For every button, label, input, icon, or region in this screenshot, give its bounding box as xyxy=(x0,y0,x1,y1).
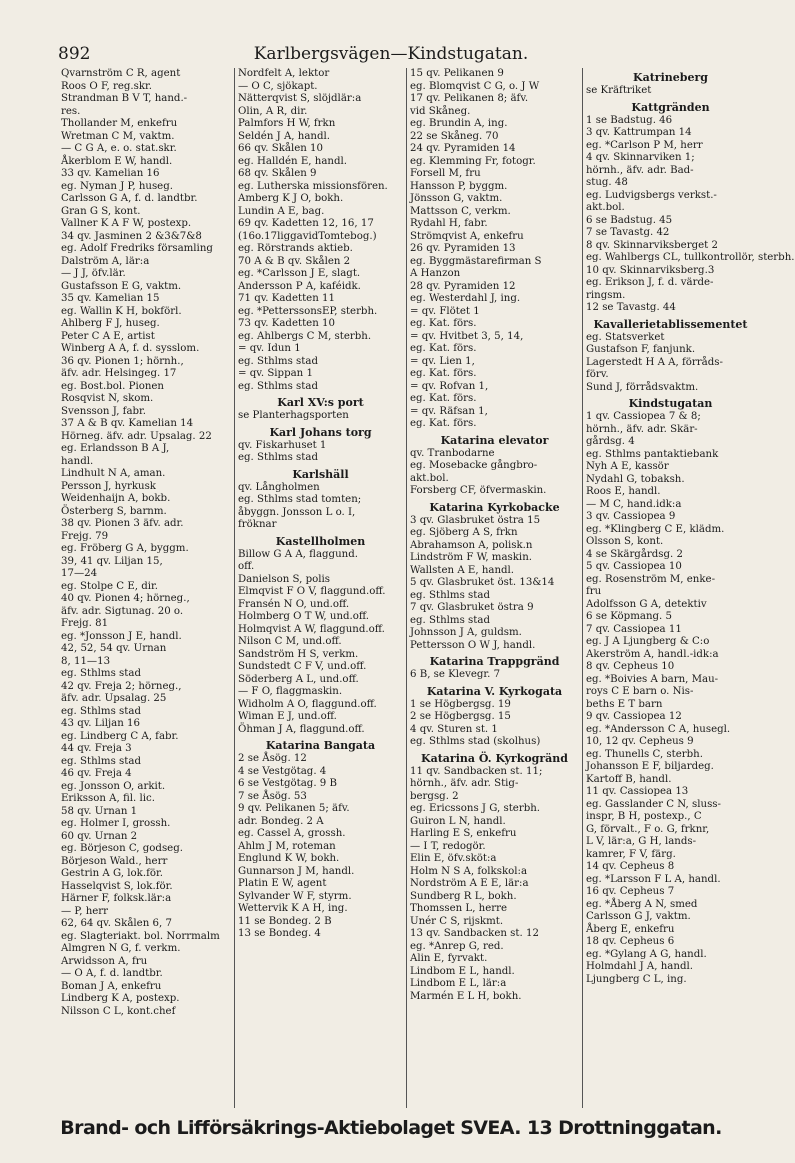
directory-entry: 4 qv. Sturen st. 1 xyxy=(410,723,498,735)
directory-entry: eg. Westerdahl J, ing. xyxy=(410,293,521,304)
directory-entry: kamrer, F V, färg. xyxy=(586,848,676,860)
directory-entry: Carlsson G A, f. d. landtbr. xyxy=(61,193,198,204)
directory-entry: Härner F, folksk.lär:a xyxy=(61,893,172,904)
directory-entry: Nätterqvist S, slöjdlär:a xyxy=(238,93,362,104)
directory-entry: Åberg E, enkefru xyxy=(586,923,675,935)
directory-entry: Harling E S, enkefru xyxy=(410,828,517,839)
directory-entry: eg. Sthlms stad xyxy=(61,705,141,717)
directory-entry: Qvarnström C R, agent xyxy=(61,68,181,79)
directory-entry: Platin E W, agent xyxy=(238,878,327,889)
directory-entry: 42 qv. Freja 2; hörneg., xyxy=(61,680,182,692)
directory-entry: — J J, öfv.lär. xyxy=(61,268,126,279)
directory-entry: Amberg K J O, bokh. xyxy=(238,193,344,204)
directory-entry: eg. Thunells C, sterbh. xyxy=(586,748,703,760)
directory-entry: Söderberg A L, und.off. xyxy=(238,673,359,685)
directory-entry: — O C, sjökapt. xyxy=(238,80,318,92)
directory-entry: Nordfelt A, lektor xyxy=(238,68,330,79)
directory-entry: Öhman J A, flaggund.off. xyxy=(238,723,365,735)
directory-entry: eg. Mosebacke gångbro- xyxy=(410,460,538,471)
directory-entry: eg. Wahlbergs CL, tullkontrollör, sterbh. xyxy=(586,252,795,263)
directory-entry: Åkerblom E W, handl. xyxy=(61,155,173,167)
directory-entry: eg. Kat. förs. xyxy=(410,393,477,404)
directory-entry: Lindberg K A, postexp. xyxy=(61,993,180,1004)
directory-entry: Lindström F W, maskin. xyxy=(410,552,532,563)
directory-entry: qv. Tranbodarne xyxy=(410,447,495,459)
directory-entry: eg. Sthlms stad (skolhus) xyxy=(410,736,541,747)
directory-entry: 18 qv. Cepheus 6 xyxy=(586,936,675,947)
directory-entry: Gustafson F, fanjunk. xyxy=(586,344,696,355)
directory-entry: Abrahamson A, polisk.n xyxy=(410,539,533,551)
directory-entry: 7 se Tavastg. 42 xyxy=(586,227,670,238)
directory-entry: Holmdahl J A, handl. xyxy=(586,961,693,972)
directory-entry: 6 se Köpmang. 5 xyxy=(586,611,672,622)
directory-entry: 16 qv. Cepheus 7 xyxy=(586,886,675,897)
directory-entry: eg. *Boivies A barn, Mau- xyxy=(586,673,719,685)
directory-entry: Frejg. 81 xyxy=(61,618,109,629)
section-heading: Katarina elevator xyxy=(440,433,549,447)
directory-entry: 17—24 xyxy=(61,568,98,579)
directory-entry: Carlsson G J, vaktm. xyxy=(586,911,691,922)
section-heading: Katarina Ö. Kyrkogränd xyxy=(421,751,568,765)
directory-entry: Hörneg. äfv. adr. Upsalag. 22 xyxy=(61,430,212,442)
directory-entry: Arwidsson A, fru xyxy=(61,955,148,967)
directory-entry: 1 se Badstug. 46 xyxy=(586,114,673,126)
directory-entry: 14 qv. Cepheus 8 xyxy=(586,861,675,872)
directory-entry: Dalström A, lär:a xyxy=(61,255,150,267)
directory-entry: Lindbom E L, lär:a xyxy=(410,978,507,989)
directory-entry: adr. Bondeg. 2 A xyxy=(238,815,324,827)
column-1 xyxy=(58,68,234,1108)
directory-entry: 70 A & B qv. Skålen 2 xyxy=(238,255,351,267)
section-heading: Katarina Kyrkobacke xyxy=(429,500,560,514)
directory-entry: Danielson S, polis xyxy=(238,573,331,585)
directory-entry: L V, lär:a, G H, lands- xyxy=(586,836,697,847)
directory-entry: eg. Stolpe C E, dir. xyxy=(61,580,158,592)
directory-entry: Lindbom E L, handl. xyxy=(410,965,515,977)
directory-entry: eg. Sthlms stad xyxy=(238,380,318,392)
directory-entry: eg. Börjeson C, godseg. xyxy=(61,843,183,854)
directory-entry: = qv. Flötet 1 xyxy=(410,305,480,317)
directory-entry: eg. Sthlms stad tomten; xyxy=(238,494,362,505)
directory-entry: 69 qv. Kadetten 12, 16, 17 xyxy=(238,218,374,229)
directory-entry: Wretman C M, vaktm. xyxy=(61,130,175,142)
directory-entry: Gunnarson J M, handl. xyxy=(238,865,355,877)
directory-entry: — P, herr xyxy=(61,905,109,917)
directory-entry: 43 qv. Liljan 16 xyxy=(61,718,141,729)
directory-entry: eg. Bost.bol. Pionen xyxy=(61,380,164,392)
section-heading: Katarina Bangata xyxy=(265,739,376,752)
directory-entry: äfv. adr. Sigtunag. 20 o. xyxy=(61,605,184,617)
directory-entry: äfv. adr. Helsingeg. 17 xyxy=(61,368,177,379)
directory-entry: Peter C A E, artist xyxy=(61,330,155,342)
directory-entry: Palmfors H W, frkn xyxy=(238,118,336,129)
directory-entry: G, förvalt., F o. G, frknr, xyxy=(586,823,710,835)
directory-entry: 1 se Högbergsg. 19 xyxy=(410,698,511,710)
directory-entry: 2 se Åsög. 12 xyxy=(238,753,307,764)
directory-entry: Gran G S, kont. xyxy=(61,205,141,217)
directory-entry: Billow G A A, flaggund. xyxy=(238,548,358,560)
directory-entry: hörnh., äfv. adr. Skär- xyxy=(586,423,698,435)
directory-entry: eg. Sjöberg A S, frkn xyxy=(410,527,518,538)
directory-entry: Svensson J, fabr. xyxy=(61,405,147,417)
directory-entry: 62, 64 qv. Skålen 6, 7 xyxy=(61,918,172,929)
directory-entry: Strandman B V T, hand.- xyxy=(61,93,188,104)
directory-columns xyxy=(58,68,795,1108)
directory-entry: eg. Statsverket xyxy=(586,331,665,343)
directory-entry: 4 qv. Skinnarviken 1; xyxy=(586,152,695,163)
directory-entry: — M C, hand.idk:a xyxy=(586,498,682,510)
directory-entry: 36 qv. Pionen 1; hörnh., xyxy=(61,355,184,367)
directory-entry: A Hanzon xyxy=(410,268,461,279)
directory-entry: akt.bol. xyxy=(410,472,449,484)
directory-entry: Ahlberg F J, huseg. xyxy=(61,318,160,329)
directory-entry: bergsg. 2 xyxy=(410,790,459,802)
directory-entry: Boman J A, enkefru xyxy=(61,980,162,992)
directory-entry: 5 qv. Glasbruket öst. 13&14 xyxy=(410,577,555,588)
directory-entry: 4 se Skärgårdsg. 2 xyxy=(586,548,684,560)
directory-entry: Nyh A E, kassör xyxy=(586,461,669,472)
directory-entry: — I T, redogör. xyxy=(410,840,486,852)
directory-entry: Widholm A O, flaggund.off. xyxy=(238,698,377,710)
directory-entry: Ahlm J M, roteman xyxy=(238,840,336,852)
directory-entry: 68 qv. Skålen 9 xyxy=(238,168,317,179)
directory-entry: fröknar xyxy=(238,519,277,530)
directory-entry: Gestrin A G, lok.för. xyxy=(61,868,163,879)
directory-entry: 44 qv. Freja 3 xyxy=(61,743,132,754)
directory-entry: Unér C S, rijskmt. xyxy=(410,915,504,927)
directory-entry: eg. Klemming Fr, fotogr. xyxy=(410,155,536,167)
advertisement-footer: Brand- och Lifförsäkrings-Aktiebolaget SVEA. 13 Drottninggatan. xyxy=(60,1117,722,1139)
column-2 xyxy=(234,68,406,1108)
directory-entry: Olin, A R, dir. xyxy=(238,105,308,117)
directory-entry: beths E T barn xyxy=(586,698,663,710)
directory-entry: Nilson C M, und.off. xyxy=(238,636,342,647)
directory-entry: äfv. adr. Upsalag. 25 xyxy=(61,693,167,704)
directory-entry: = qv. Idun 1 xyxy=(238,343,301,354)
directory-entry: Alin E, fyrvakt. xyxy=(410,953,488,964)
directory-entry: Nordström A E E, lär:a xyxy=(410,878,529,889)
directory-entry: eg. *Andersson C A, husegl. xyxy=(586,723,731,735)
directory-entry: 11 qv. Cassiopea 13 xyxy=(586,786,689,797)
directory-entry: 35 qv. Kamelian 15 xyxy=(61,293,160,304)
directory-entry: Elin E, öfv.sköt:a xyxy=(410,853,497,864)
directory-entry: Persson J, hyrkusk xyxy=(61,480,156,492)
directory-entry: eg. Sthlms stad xyxy=(238,355,318,367)
column-4 xyxy=(582,68,795,1108)
directory-entry: eg. Blomqvist C G, o. J W xyxy=(410,80,540,92)
directory-entry: 7 qv. Cassiopea 11 xyxy=(586,623,682,635)
directory-entry: 7 qv. Glasbruket östra 9 xyxy=(410,602,534,613)
directory-entry: eg. Cassel A, grossh. xyxy=(238,828,346,839)
directory-entry: 73 qv. Kadetten 10 xyxy=(238,318,335,329)
directory-entry: eg. Ahlbergs C M, sterbh. xyxy=(238,330,372,342)
directory-entry: hörnh., äfv. adr. Stig- xyxy=(410,778,519,789)
directory-entry: eg. Ludvigsbergs verkst.- xyxy=(586,189,717,201)
directory-entry: Weidenhaijn A, bokb. xyxy=(61,493,171,504)
directory-entry: 17 qv. Pelikanen 8; äfv. xyxy=(410,93,529,104)
directory-entry: 3 qv. Kattrumpan 14 xyxy=(586,127,692,138)
directory-entry: Lundin A E, bag. xyxy=(238,205,325,217)
directory-entry: Adolfsson G A, detektiv xyxy=(586,598,707,610)
directory-entry: eg. Kat. förs. xyxy=(410,418,477,429)
directory-entry: ringsm. xyxy=(586,289,626,301)
directory-entry: 11 qv. Sandbacken st. 11; xyxy=(410,765,543,777)
section-heading: Kindstugatan xyxy=(628,397,713,410)
directory-entry: Sundstedt C F V, und.off. xyxy=(238,661,367,672)
directory-entry: Frejg. 79 xyxy=(61,530,109,542)
directory-entry: off. xyxy=(238,561,255,572)
directory-entry: 71 qv. Kadetten 11 xyxy=(238,293,335,304)
directory-entry: 13 qv. Sandbacken st. 12 xyxy=(410,928,539,939)
directory-entry: eg. Sthlms stad xyxy=(61,755,141,767)
directory-entry: 3 qv. Cassiopea 9 xyxy=(586,511,676,522)
directory-entry: Jönsson G, vaktm. xyxy=(410,193,503,204)
directory-entry: = qv. Hvitbet 3, 5, 14, xyxy=(410,330,524,342)
directory-entry: 1 qv. Cassiopea 7 & 8; xyxy=(586,411,701,422)
directory-entry: Holm N S A, folkskol:a xyxy=(410,865,528,877)
directory-entry: eg. Sthlms stad xyxy=(410,589,490,601)
directory-entry: Strömqvist A, enkefru xyxy=(410,230,524,242)
directory-entry: Forsell M, fru xyxy=(410,168,481,179)
directory-entry: Holmqvist A W, flaggund.off. xyxy=(238,623,385,635)
directory-entry: 13 se Bondeg. 4 xyxy=(238,928,321,939)
directory-entry: eg. Kat. förs. xyxy=(410,318,477,329)
directory-entry: 39, 41 qv. Liljan 15, xyxy=(61,555,163,567)
directory-entry: eg. *Anrep G, red. xyxy=(410,940,504,952)
directory-entry: eg. Sthlms stad xyxy=(410,614,490,626)
directory-entry: Winberg A A, f. d. sysslom. xyxy=(61,343,200,354)
directory-entry: Kartoff B, handl. xyxy=(586,773,672,785)
directory-entry: eg. Erlandsson B A J, xyxy=(61,443,170,454)
directory-entry: Elmqvist F O V, flaggund.off. xyxy=(238,586,386,597)
section-heading: Karl Johans torg xyxy=(269,425,372,439)
directory-entry: Roos O F, reg.skr. xyxy=(61,80,152,92)
section-heading: Katarina Trappgränd xyxy=(429,655,560,668)
directory-entry: 37 A & B qv. Kamelian 14 xyxy=(61,418,194,429)
directory-entry: Fransén N O, und.off. xyxy=(238,598,350,610)
directory-entry: eg. *Carlsson J E, slagt. xyxy=(238,268,361,279)
directory-entry: Holmberg O T W, und.off. xyxy=(238,611,370,622)
directory-entry: Almgren N G, f. verkm. xyxy=(61,943,181,954)
directory-entry: eg. Halldén E, handl. xyxy=(238,155,347,167)
directory-entry: Rosqvist N, skom. xyxy=(61,393,154,404)
directory-entry: hörnh., äfv. adr. Bad- xyxy=(586,164,694,176)
directory-entry: Sandström H S, verkm. xyxy=(238,648,359,660)
directory-entry: fru xyxy=(586,586,602,597)
section-heading: Katarina V. Kyrkogata xyxy=(426,684,563,698)
page-number: 892 xyxy=(58,44,91,64)
directory-entry: eg. *Åberg A N, smed xyxy=(586,898,698,910)
directory-entry: Lindhult N A, aman. xyxy=(61,468,166,479)
directory-entry: res. xyxy=(61,105,81,117)
directory-entry: 22 se Skåneg. 70 xyxy=(410,130,499,142)
directory-entry: eg. Lindberg C A, fabr. xyxy=(61,730,179,742)
directory-entry: 6 B, se Klevegr. 7 xyxy=(410,669,501,680)
directory-entry: Mattsson C, verkm. xyxy=(410,205,511,217)
directory-entry: se Kräftriket xyxy=(586,85,652,96)
directory-entry: 8, 11—13 xyxy=(61,655,111,667)
directory-entry: eg. Gasslander C N, sluss- xyxy=(586,798,721,810)
directory-entry: 33 qv. Kamelian 16 xyxy=(61,168,160,179)
directory-entry: 40 qv. Pionen 4; hörneg., xyxy=(61,593,190,604)
directory-entry: eg. Slagteriakt. bol. Norrmalm xyxy=(61,930,220,942)
directory-entry: Wiman E J, und.off. xyxy=(238,711,337,722)
directory-entry: 10, 12 qv. Cepheus 9 xyxy=(586,736,694,747)
directory-entry: 42, 52, 54 qv. Urnan xyxy=(61,643,167,654)
directory-entry: förv. xyxy=(586,369,609,380)
directory-entry: Sundberg R L, bokh. xyxy=(410,890,517,902)
directory-entry: gårdsg. 4 xyxy=(586,436,635,447)
directory-entry: eg. Rosenström M, enke- xyxy=(586,573,716,585)
directory-entry: eg. Sthlms stad xyxy=(238,452,318,463)
directory-entry: eg. Rörstrands aktieb. xyxy=(238,243,353,254)
directory-entry: stug. 48 xyxy=(586,177,628,188)
directory-entry: 58 qv. Urnan 1 xyxy=(61,805,138,817)
directory-entry: eg. Erikson J, f. d. värde- xyxy=(586,277,714,288)
directory-entry: eg. Nyman J P, huseg. xyxy=(61,180,173,192)
directory-entry: Andersson P A, kaféidk. xyxy=(238,280,361,292)
section-heading: Katrineberg xyxy=(633,71,708,84)
directory-entry: 15 qv. Pelikanen 9 xyxy=(410,68,504,79)
directory-entry: eg. Byggmästarefirman S xyxy=(410,255,542,267)
directory-entry: Roos E, handl. xyxy=(586,486,661,497)
directory-entry: Akerström A, handl.-idk:a xyxy=(586,648,719,660)
directory-entry: Hansson P, byggm. xyxy=(410,180,508,192)
directory-entry: 9 qv. Cassiopea 12 xyxy=(586,711,682,722)
directory-entry: (16o.17liggavidTomtebog.) xyxy=(238,230,377,242)
directory-entry: 10 qv. Skinnarviksberg.3 xyxy=(586,264,715,276)
directory-entry: 26 qv. Pyramiden 13 xyxy=(410,243,516,254)
directory-entry: eg. Brundin A, ing. xyxy=(410,118,508,129)
directory-entry: Marmén E L H, bokh. xyxy=(410,990,522,1002)
directory-entry: 2 se Högbergsg. 15 xyxy=(410,711,511,722)
directory-entry: eg. Fröberg G A, byggm. xyxy=(61,543,189,554)
directory-entry: 6 se Badstug. 45 xyxy=(586,214,673,226)
directory-entry: qv. Fiskarhuset 1 xyxy=(238,439,327,451)
directory-entry: eg. Kat. förs. xyxy=(410,343,477,354)
directory-entry: 6 se Vestgötag. 9 B xyxy=(238,778,338,789)
directory-entry: eg. Ericssons J G, sterbh. xyxy=(410,803,541,814)
directory-entry: 34 qv. Jasminen 2 &3&7&8 xyxy=(61,230,202,242)
directory-entry: Olsson S, kont. xyxy=(586,536,664,547)
directory-entry: eg. Jonsson O, arkit. xyxy=(61,780,166,792)
directory-entry: 9 qv. Pelikanen 5; äfv. xyxy=(238,803,350,814)
directory-entry: vid Skåneg. xyxy=(410,105,471,117)
directory-entry: = qv. Lien 1, xyxy=(410,355,475,367)
directory-entry: eg. J A Ljungberg & C:o xyxy=(586,636,710,647)
directory-entry: eg. *PetterssonsEP, sterbh. xyxy=(238,305,378,317)
directory-entry: — O A, f. d. landtbr. xyxy=(61,968,163,979)
directory-entry: Johnsson J A, guldsm. xyxy=(410,627,522,638)
directory-entry: Lagerstedt H A A, förråds- xyxy=(586,356,723,368)
directory-entry: Rydahl H, fabr. xyxy=(410,218,488,229)
directory-entry: Johansson E F, biljardeg. xyxy=(586,761,714,772)
directory-entry: eg. Kat. förs. xyxy=(410,368,477,379)
directory-entry: 46 qv. Freja 4 xyxy=(61,768,132,779)
directory-entry: åbyggn. Jonsson L o. I, xyxy=(238,506,356,518)
section-heading: Kattgränden xyxy=(631,100,710,114)
directory-entry: inspr, B H, postexp., C xyxy=(586,811,702,822)
directory-entry: Thollander M, enkefru xyxy=(61,118,178,129)
directory-entry: Wettervik K A H, ing. xyxy=(238,903,348,914)
directory-entry: = qv. Sippan 1 xyxy=(238,368,313,379)
directory-entry: eg. Lutherska missionsfören. xyxy=(238,180,388,192)
directory-entry: Nilsson C L, kont.chef xyxy=(61,1005,176,1017)
directory-entry: Sund J, förrådsvaktm. xyxy=(586,381,699,393)
directory-entry: Seldén J A, handl. xyxy=(238,130,330,142)
directory-entry: akt.bol. xyxy=(586,202,625,213)
directory-entry: Ljungberg C L, ing. xyxy=(586,973,687,985)
directory-entry: 7 se Åsög. 53 xyxy=(238,790,307,802)
directory-entry: Gustafsson E G, vaktm. xyxy=(61,280,182,292)
directory-entry: Guiron L N, handl. xyxy=(410,815,506,827)
directory-entry: Börjeson Wald., herr xyxy=(61,855,168,867)
directory-entry: eg. *Carlson P M, herr xyxy=(586,139,703,151)
directory-entry: Wallsten A E, handl. xyxy=(410,564,515,576)
directory-entry: eg. Adolf Fredriks församling xyxy=(61,243,213,254)
directory-entry: 60 qv. Urnan 2 xyxy=(61,830,138,842)
directory-entry: 11 se Bondeg. 2 B xyxy=(238,915,332,927)
directory-entry: = qv. Rofvan 1, xyxy=(410,380,489,392)
directory-entry: 28 qv. Pyramiden 12 xyxy=(410,280,516,292)
directory-entry: 4 se Vestgötag. 4 xyxy=(238,765,327,777)
directory-entry: qv. Långholmen xyxy=(238,481,320,493)
directory-entry: eg. *Larsson F L A, handl. xyxy=(586,873,721,885)
directory-entry: Nydahl G, tobaksh. xyxy=(586,473,685,485)
directory-entry: — F O, flaggmaskin. xyxy=(238,686,343,697)
directory-entry: 66 qv. Skålen 10 xyxy=(238,143,324,154)
directory-entry: Hasselqvist S, lok.för. xyxy=(61,880,173,892)
page-header xyxy=(58,44,724,66)
directory-entry: se Planterhagsporten xyxy=(238,410,349,421)
section-heading: Karlshäll xyxy=(292,467,349,481)
directory-entry: eg. Holmer I, grossh. xyxy=(61,818,171,829)
directory-entry: 5 qv. Cassiopea 10 xyxy=(586,561,682,572)
directory-entry: eg. *Jonsson J E, handl. xyxy=(61,630,182,642)
directory-entry: Österberg S, barnm. xyxy=(61,505,167,517)
directory-entry: eg. Wallin K H, bokförl. xyxy=(61,305,182,317)
section-heading: Kastellholmen xyxy=(275,534,366,548)
directory-entry: 24 qv. Pyramiden 14 xyxy=(410,143,516,154)
section-heading: Kavallerietablissementet xyxy=(593,317,748,331)
directory-entry: eg. *Klingberg C E, klädm. xyxy=(586,523,725,535)
directory-entry: Forsberg CF, öfvermaskin. xyxy=(410,485,547,496)
directory-entry: 8 qv. Skinnarviksberget 2 xyxy=(586,239,718,251)
directory-entry: roys C E barn o. Nis- xyxy=(586,686,694,697)
directory-entry: Englund K W, bokh. xyxy=(238,853,340,864)
directory-entry: handl. xyxy=(61,455,94,467)
directory-entry: 38 qv. Pionen 3 äfv. adr. xyxy=(61,518,184,529)
directory-entry: — C G A, e. o. stat.skr. xyxy=(61,143,177,154)
directory-entry: Pettersson O W J, handl. xyxy=(410,639,536,651)
section-heading: Karl XV:s port xyxy=(277,396,364,409)
directory-entry: 8 qv. Cepheus 10 xyxy=(586,661,675,672)
directory-entry: Eriksson A, fil. lic. xyxy=(61,793,155,804)
directory-entry: Vallner K A F W, postexp. xyxy=(61,218,192,229)
directory-entry: Thomssen L, herre xyxy=(410,903,508,914)
directory-entry: 3 qv. Glasbruket östra 15 xyxy=(410,514,541,526)
directory-entry: eg. Sthlms stad xyxy=(61,668,141,679)
directory-entry: 12 se Tavastg. 44 xyxy=(586,302,676,313)
page-title: Karlbergsvägen—Kindstugatan. xyxy=(253,44,529,64)
directory-entry: Sylvander W F, styrm. xyxy=(238,890,352,902)
column-3 xyxy=(406,68,582,1108)
directory-entry: eg. *Gylang A G, handl. xyxy=(586,948,707,960)
directory-entry: = qv. Räfsan 1, xyxy=(410,405,488,417)
directory-entry: eg. Sthlms pantaktiebank xyxy=(586,448,719,460)
